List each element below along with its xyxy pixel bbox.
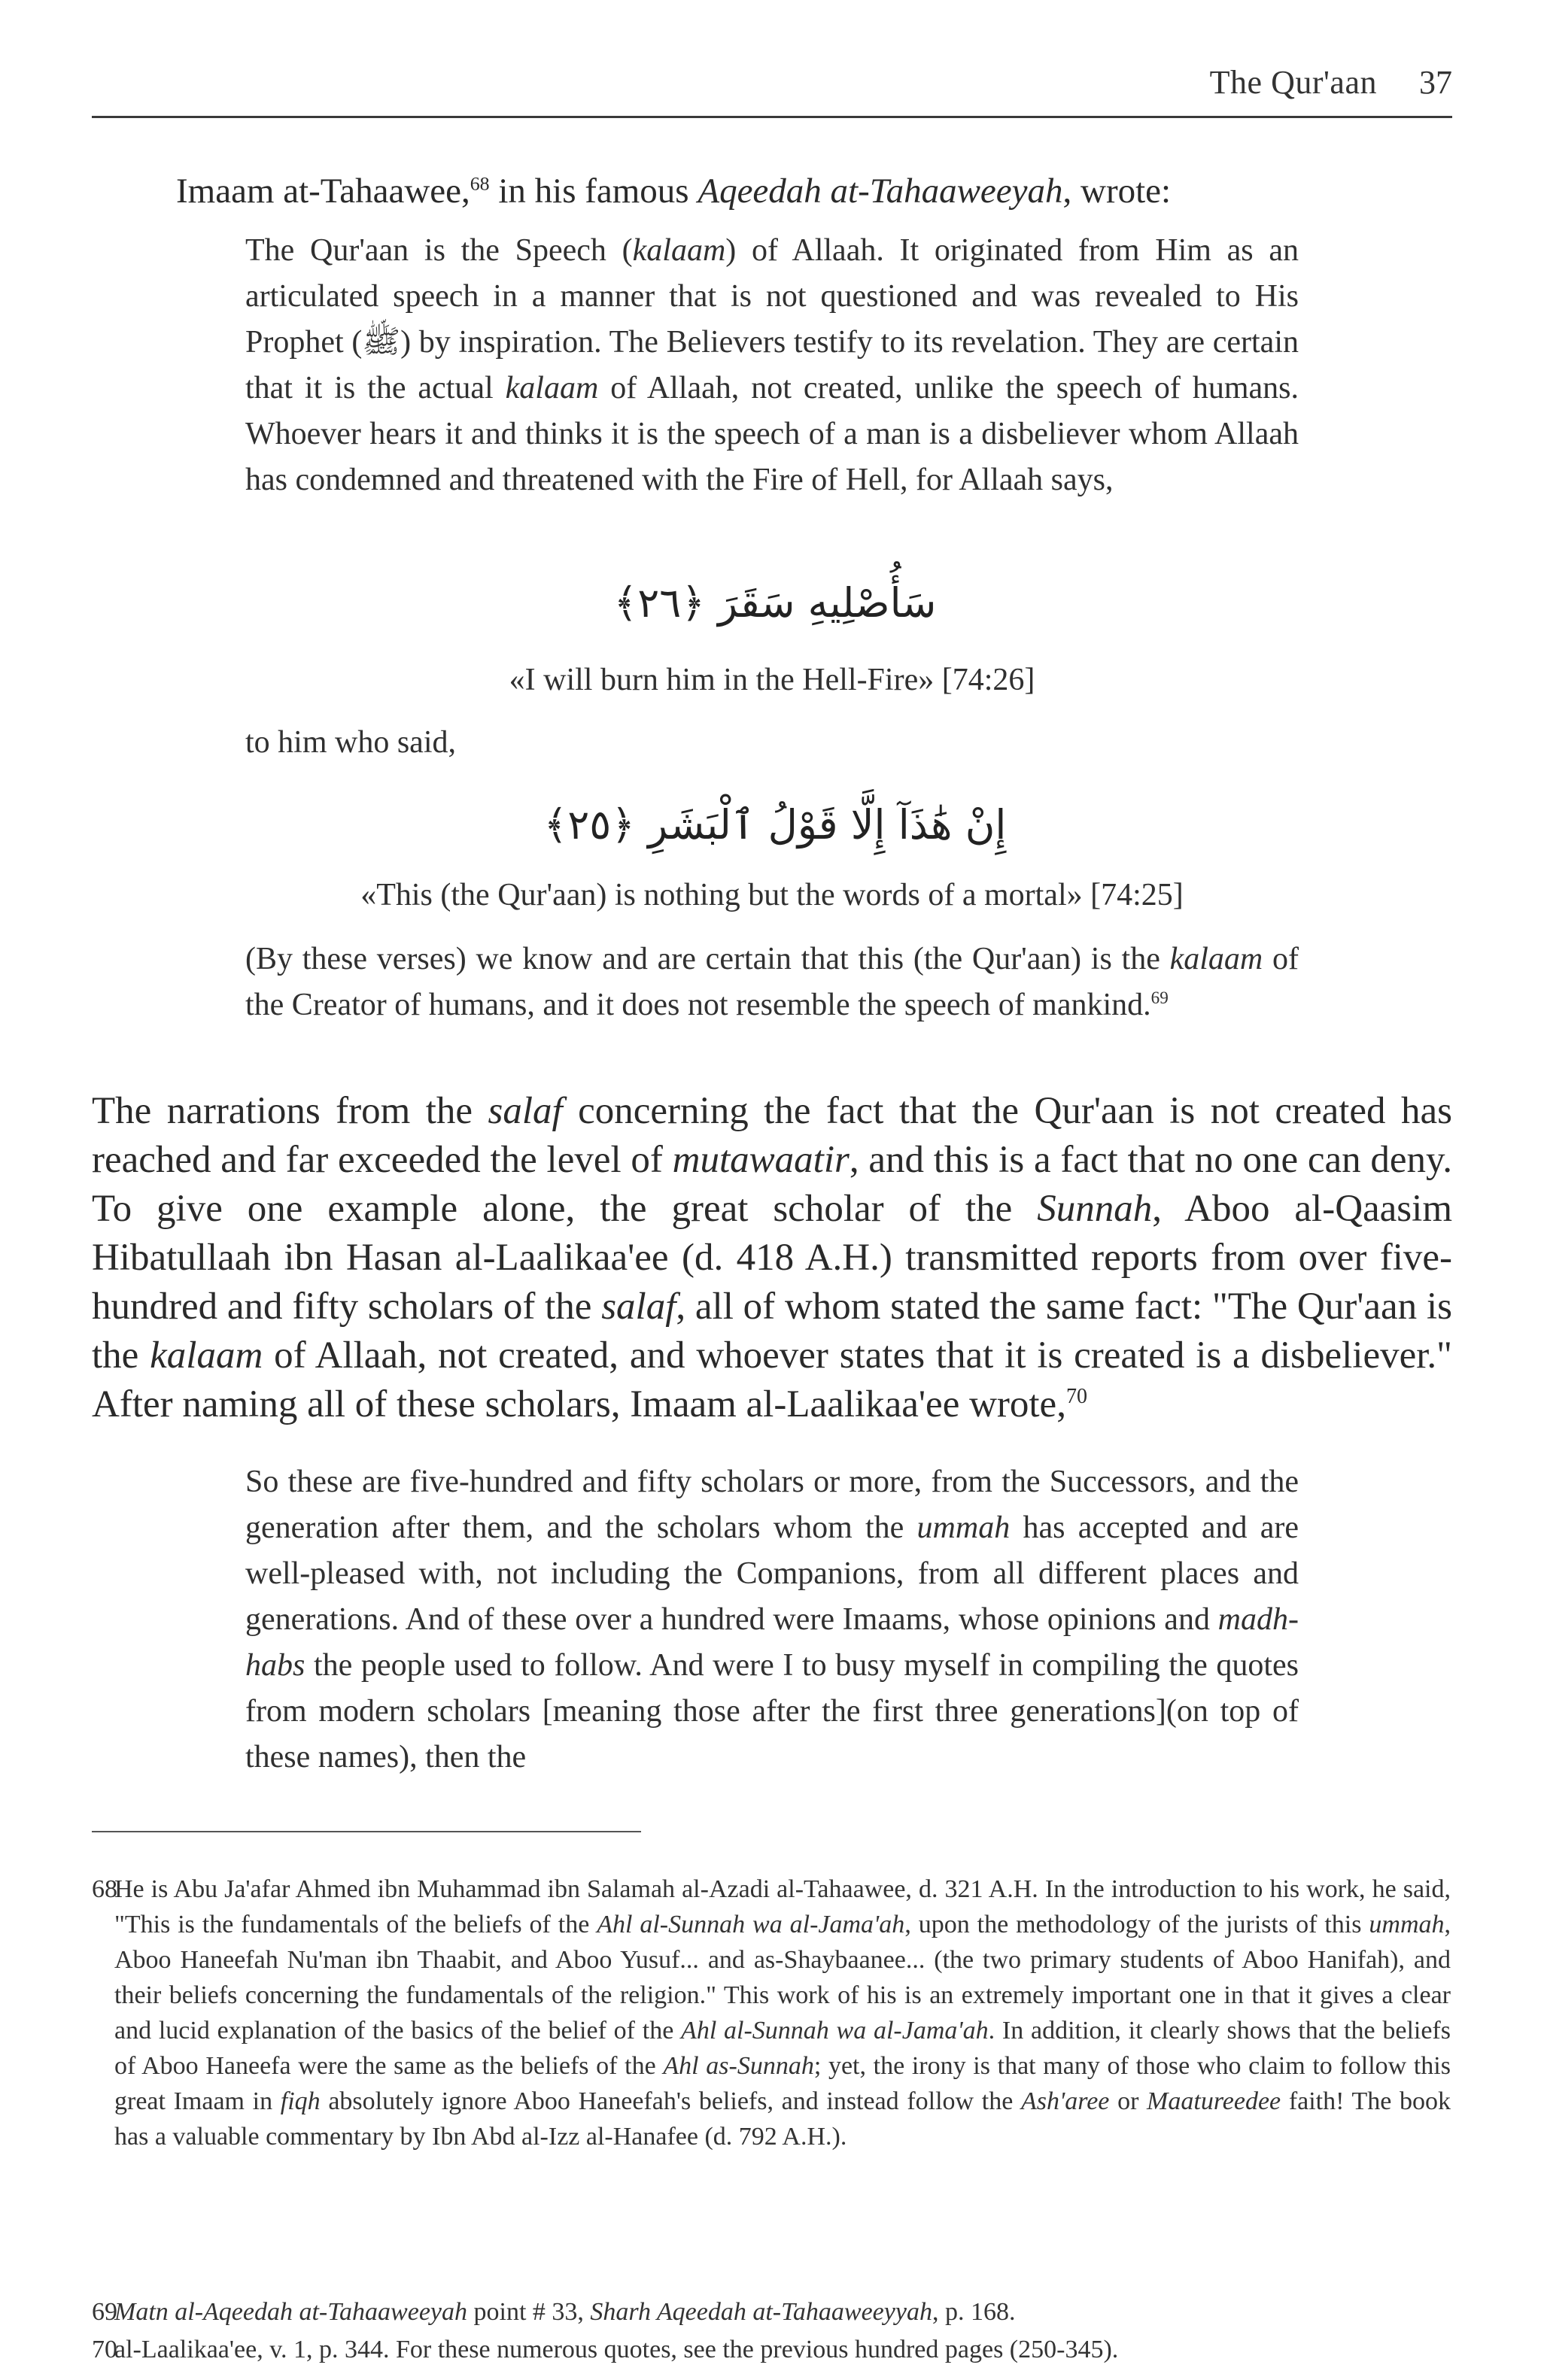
footnote-divider xyxy=(92,1831,641,1832)
footnote-69: 69 Matn al-Aqeedah at-Tahaaweeyah point # 33, Sharh Aqeedah at-Tahaaweeyyah, p. 168. xyxy=(92,2298,1016,2326)
footnote-70: 70 al-Laalikaa'ee, v. 1, p. 344. For these numerous quotes, see the previous hundred pages (250-345). xyxy=(92,2336,1119,2363)
verse-translation-1: «I will burn him in the Hell-Fire» [74:26] xyxy=(509,663,1035,697)
block-quote-3: So these are five-hundred and fifty scholars or more, from the Successors, and the generation after them, and the scholars whom the ummah has accepted and are well-pleased with, not including the Companions, from all different places and generations. And of these over a hundred were Imaams, whose opinions and madh-habs the people used to follow. And were I to busy myself in compiling the quotes from modern scholars [meaning those after the first three generations](on top of these names), then the xyxy=(245,1465,1299,1774)
arabic-verse-2: إِنْ هَٰذَآ إِلَّا قَوْلُ ٱلْبَشَرِ ﴿٢٥﴾ xyxy=(543,801,1007,848)
to-him-line: to him who said, xyxy=(245,725,456,760)
footnote-68: 68 He is Abu Ja'afar Ahmed ibn Muhammad ibn Salamah al-Azadi al-Tahaawee, d. 321 A.H. In the introduction to his work, he said, "This is the fundamentals of the beliefs of the Ahl al-Sunnah wa al-Jama'ah, upon the methodology of the jurists of this ummah, Aboo Haneefah Nu'man ibn Thaabit, and Aboo Yusuf... and as-Shaybaanee... (the two primary students of Aboo Hanifah), and their beliefs concerning the fundamentals of the religion." This work of his is an extremely important one in that it gives a clear and lucid explanation of the basics of the belief of the Ahl al-Sunnah wa al-Jama'ah. In addition, it clearly shows that the beliefs of Aboo Haneefa were the same as the beliefs of the Ahl as-Sunnah; yet, the irony is that many of those who claim to follow this great Imaam in fiqh absolutely ignore Aboo Haneefah's beliefs, and instead follow the Ash'aree or Maatureedee faith! The book has a valuable commentary by Ibn Abd al-Izz al-Hanafee (d. 792 A.H.). xyxy=(92,1875,1451,2151)
verse-translation-2: «This (the Qur'aan) is nothing but the words of a mortal» [74:25] xyxy=(360,878,1184,912)
block-quote-2: (By these verses) we know and are certain that this (the Qur'aan) is the kalaam of the Creator of humans, and it does not resemble the speech of mankind.$^{69}$ xyxy=(245,942,1299,1022)
intro-line: Imaam at-Tahaawee,$^{68}$ in his famous Aqeedah at-Tahaaweeyah, wrote: xyxy=(176,172,1172,211)
running-head-title: The Qur'aan xyxy=(1209,64,1377,101)
work-title: Aqeedah at-Tahaaweeyah xyxy=(698,172,1063,211)
body-paragraph: The narrations from the salaf concerning the fact that the Qur'aan is not created has reached and far exceeded the level of mutawaatir, and this is a fact that no one can deny. To give one example alone, the great scholar of the Sunnah, Aboo al-Qaasim Hibatullaah ibn Hasan al-Laalikaa'ee (d. 418 A.H.) transmitted reports from over five-hundred and fifty scholars of the salaf, all of whom stated the same fact: "The Qur'aan is the kalaam of Allaah, not created, and whoever states that it is created is a disbeliever." After naming all of these scholars, Imaam al-Laalikaa'ee wrote,$^{70}$ xyxy=(92,1090,1453,1425)
footnote-ref-69: 69 xyxy=(1150,988,1169,1007)
block-quote-1: The Qur'aan is the Speech (kalaam) of Allaah. It originated from Him as an articulated speech in a manner that is not questioned and was revealed to His Prophet (ﷺ) by inspiration. The Believers testify to its revelation. They are certain that it is the actual kalaam of Allaah, not created, unlike the speech of humans. Whoever hears it and thinks it is the speech of a man is a disbeliever whom Allaah has condemned and threatened with the Fire of Hell, for Allaah says, xyxy=(245,233,1299,497)
footnote-ref-70: 70 xyxy=(1065,1385,1087,1408)
footnote-ref-68: 68 xyxy=(470,172,490,195)
page-number: 37 xyxy=(1419,64,1452,101)
running-head xyxy=(92,53,1452,118)
arabic-verse-1: سَأُصْلِيهِ سَقَرَ ﴿٢٦﴾ xyxy=(613,579,937,627)
